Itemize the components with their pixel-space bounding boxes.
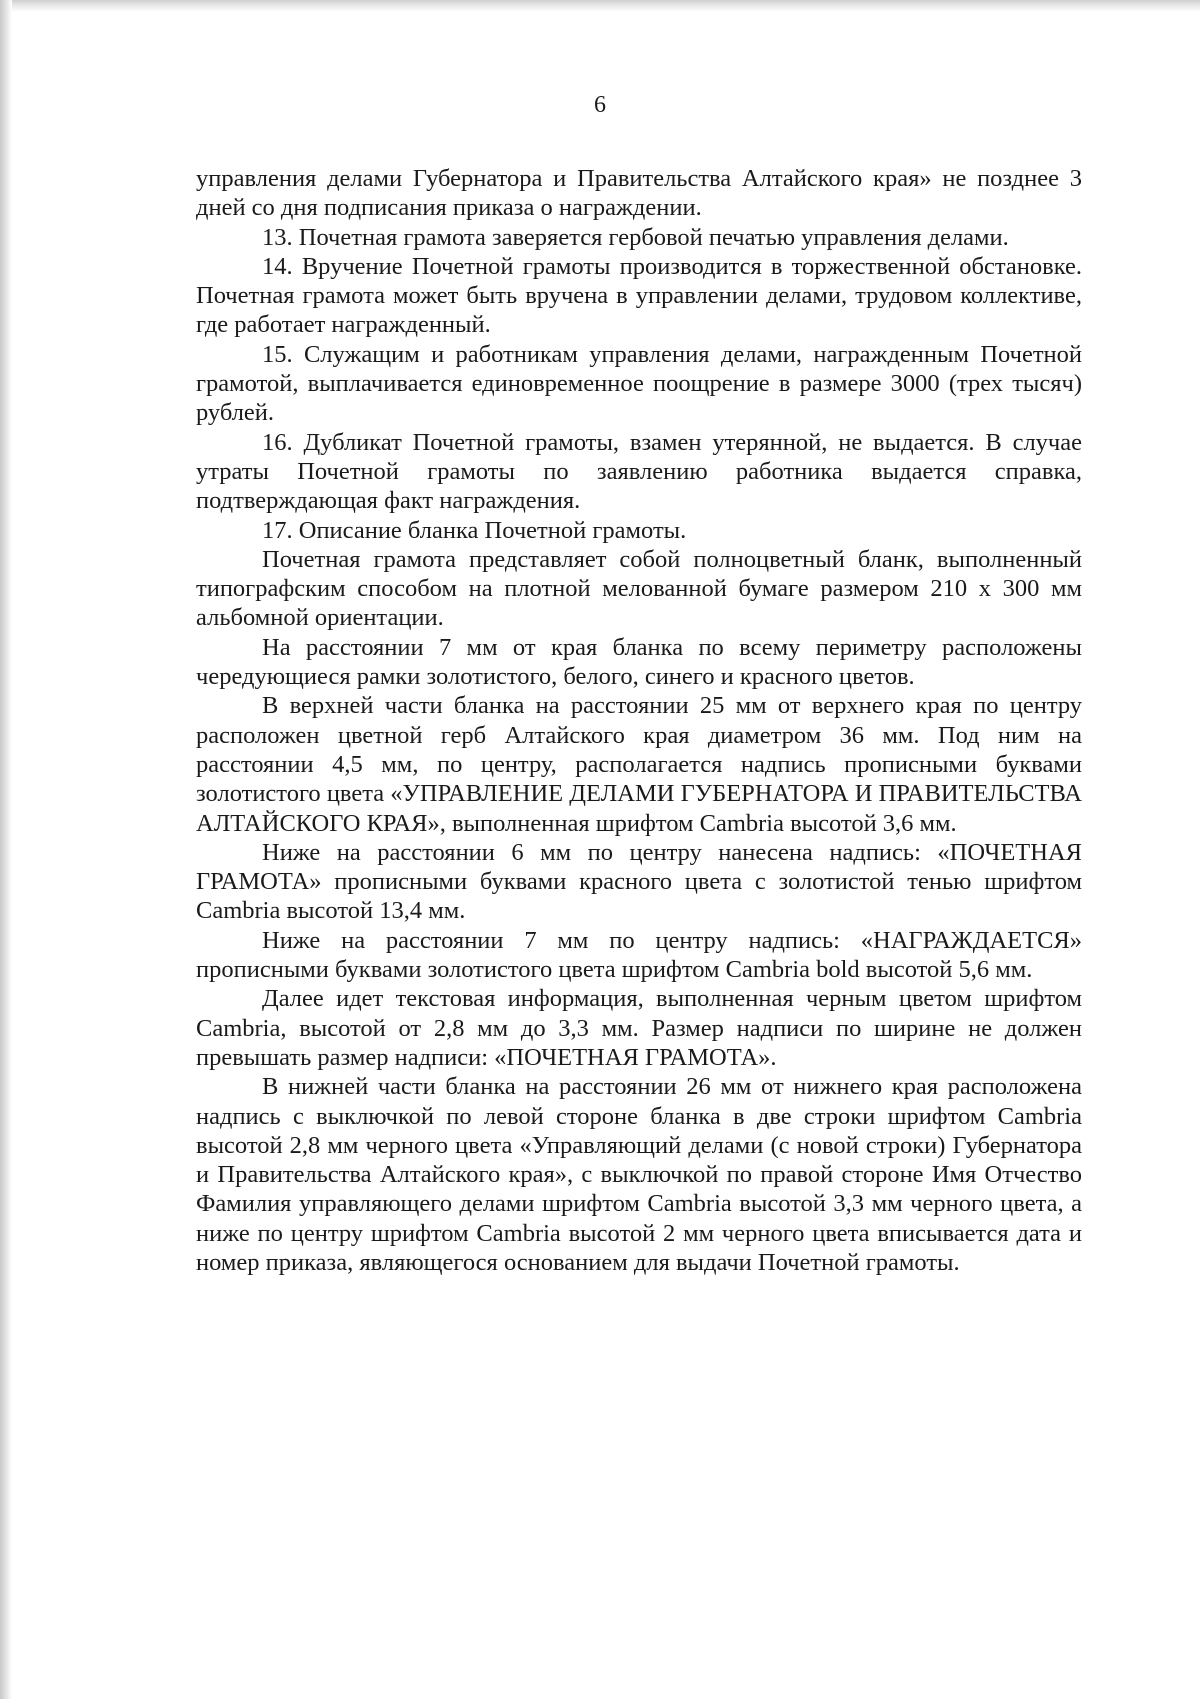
paragraph-14: 14. Вручение Почетной грамоты производится в торжественной обстановке. Почетная грамота может быть вручена в управлении делами, трудовом коллективе, где работает награжденный. — [196, 252, 1082, 339]
paragraph-17: 17. Описание бланка Почетной грамоты. — [262, 516, 687, 544]
paragraph-13: 13. Почетная грамота заверяется гербовой печатью управления делами. — [262, 223, 1009, 251]
paragraph-text-info: Далее идет текстовая информация, выполненная черным цветом шрифтом Cambria, высотой от 2,8 мм до 3,3 мм. Размер надписи по ширине не должен превышать размер надписи: «ПОЧЕТНАЯ ГРАМОТА». — [196, 985, 1082, 1071]
paragraph-15: 15. Служащим и работникам управления делами, награжденным Почетной грамотой, выплачивается единовременное поощрение в размере 3000 (трех тысяч) рублей. — [196, 340, 1082, 427]
paragraph-bottom-signature: В нижней части бланка на расстоянии 26 мм от нижнего края расположена надпись с выключкой по левой стороне бланка в две строки шрифтом Cambria высотой 2,8 мм черного цвета «Управляющий делами (с новой строки) Губернатора и Правительства Алтайского края», с выключкой по правой стороне Имя Отчество Фамилия управляющего делами шрифтом Cambria высотой 3,3 мм черного цвета, а ниже по центру шрифтом Cambria высотой 2 мм черного цвета вписывается дата и номер приказа, являющегося основанием для выдачи Почетной грамоты. — [196, 1073, 1082, 1276]
paragraph-coat-of-arms: В верхней части бланка на расстоянии 25 мм от верхнего края по центру расположен цветной герб Алтайского края диаметром 36 мм. Под ним на расстоянии 4,5 мм, по центру, располагается надпись прописными буквами золотистого цвета «УПРАВЛЕНИЕ ДЕЛАМИ ГУБЕРНАТОРА И ПРАВИТЕЛЬСТВА АЛТАЙСКОГО КРАЯ», выполненная шрифтом Cambria высотой 3,6 мм. — [196, 692, 1082, 837]
page-number: 6 — [594, 92, 606, 118]
paragraph-title-inscription: Ниже на расстоянии 6 мм по центру нанесена надпись: «ПОЧЕТНАЯ ГРАМОТА» прописными буквами красного цвета с золотистой тенью шрифтом Cambria высотой 13,4 мм. — [196, 838, 1082, 925]
scan-edge-top — [0, 0, 1200, 12]
paragraph-frames: На расстоянии 7 мм от края бланка по всему периметру расположены чередующиеся рамки золотистого, белого, синего и красного цветов. — [196, 633, 1082, 691]
paragraph-continuation: управления делами Губернатора и Правительства Алтайского края» не позднее 3 дней со дня подписания приказа о награждении. — [196, 165, 1082, 222]
document-body — [196, 164, 1082, 1277]
paragraph-awarded-inscription: Ниже на расстоянии 7 мм по центру надпись: «НАГРАЖДАЕТСЯ» прописными буквами золотистого цвета шрифтом Cambria bold высотой 5,6 мм. — [196, 926, 1082, 984]
paragraph-16: 16. Дубликат Почетной грамоты, взамен утерянной, не выдается. В случае утраты Почетной грамоты по заявлению работника выдается справка, подтверждающая факт награждения. — [196, 428, 1082, 515]
scan-edge-left — [0, 0, 12, 1699]
paragraph-blank-format: Почетная грамота представляет собой полноцветный бланк, выполненный типографским способом на плотной мелованной бумаге размером 210 х 300 мм альбомной ориентации. — [196, 545, 1082, 632]
